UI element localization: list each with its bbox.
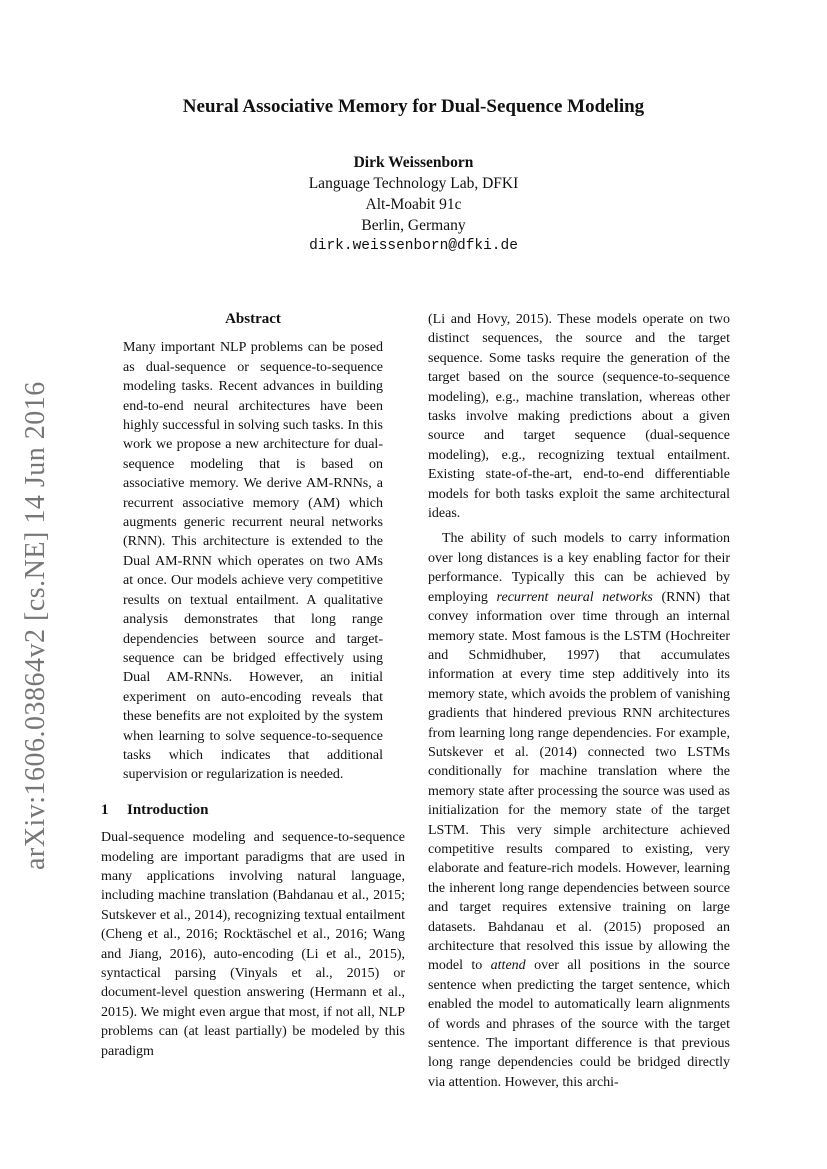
abstract-heading: Abstract — [225, 311, 281, 327]
right-column — [428, 310, 730, 1092]
author-name: Dirk Weissenborn — [353, 154, 474, 171]
arxiv-stamp: arXiv:1606.03864v2 [cs.NE] 14 Jun 2016 — [20, 381, 51, 870]
section-number: 1 — [101, 801, 109, 818]
left-column — [101, 310, 405, 1061]
author-city: Berlin, Germany — [361, 217, 466, 234]
author-email[interactable]: dirk.weissenborn@dfki.de — [309, 238, 518, 254]
paragraph-text: over all positions in the source sentence when predicting the target sentence, which enabled the model to automatically learn alignments of words and phrases of the source with the target sentence. The important difference is that previous long range dependencies could be bridged directly via attention. However, this archi- — [428, 958, 730, 1090]
section-title: Introduction — [127, 801, 209, 818]
paragraph-text: The ability of such models to carry information over long distances is a key enabling factor for their performance. Typically this can be achieved by employing — [428, 531, 730, 605]
intro-paragraph-1: Dual-sequence modeling and sequence-to-sequence modeling are important paradigms that are used in many applications involving natural language, including machine translation (Bahdanau et al., 2015; Sutskever et al., 2014), recognizing textual entailment (Cheng et al., 2016; Rocktäschel et al., 2016; Wang and Jiang, 2016), auto-encoding (Li et al., 2015), syntactical parsing (Vinyals et al., 2015) or document-level question answering (Hermann et al., 2015). We might even argue that most, if not all, NLP problems can (at least partially) be modeled by this paradigm — [101, 830, 405, 1059]
intro-paragraph-2 — [428, 529, 730, 1092]
paragraph-text: (RNN) that convey information over time through an internal memory state. Most famous is the LSTM (Hochreiter and Schmidhuber, 1997) that accumulates information at every time step additively into its memory state, which avoids the problem of vanishing gradients that hindered previous RNN architectures from learning long range dependencies. For example, Sutskever et al. (2014) connected two LSTMs conditionally for machine translation where the memory state after processing the source was used as initialization for the memory state of the target LSTM. This very simple architecture achieved competitive results compared to existing, very elaborate and feature-rich models. However, learning the inherent long range dependencies between source and target requires extensive training on large datasets. Bahdanau et al. (2015) proposed an architecture that resolved this issue by allowing the model to — [428, 589, 730, 974]
author-block — [0, 152, 827, 257]
abstract-text: Many important NLP problems can be posed as dual-sequence or sequence-to-sequence modeling tasks. Recent advances in building end-to-end neural architectures have been highly successful in solving such tasks. In this work we propose a new architecture for dual-sequence modeling that is based on associative memory. We derive AM-RNNs, a recurrent associative memory (AM) which augments generic recurrent neural networks (RNN). This architecture is extended to the Dual AM-RNN which operates on two AMs at once. Our models achieve very competitive results on textual entailment. A qualitative analysis demonstrates that long range dependencies between source and target-sequence can be bridged effectively using Dual AM-RNNs. However, an initial experiment on auto-encoding reveals that these benefits are not exploited by the system when learning to solve sequence-to-sequence tasks which indicates that additional supervision or regularization is needed. — [123, 340, 383, 783]
intro-paragraph-1-continued: (Li and Hovy, 2015). These models operate on two distinct sequences, the source and the target sequence. Some tasks require the generation of the target based on the source (sequence-to-sequence modeling), e.g., machine translation, whereas other tasks involve making predictions about a given source and target sequence (dual-sequence modeling), e.g., recognizing textual entailment. Existing state-of-the-art, end-to-end differentiable models for both tasks exploit the same architectural ideas. — [428, 312, 730, 522]
emphasis-attend: attend — [490, 958, 526, 974]
emphasis-rnn: recurrent neural networks — [496, 589, 653, 605]
section-heading-introduction — [101, 801, 405, 820]
author-street: Alt-Moabit 91c — [365, 196, 462, 213]
paper-title: Neural Associative Memory for Dual-Sequence Modeling — [182, 96, 645, 117]
author-affiliation: Language Technology Lab, DFKI — [308, 175, 519, 192]
